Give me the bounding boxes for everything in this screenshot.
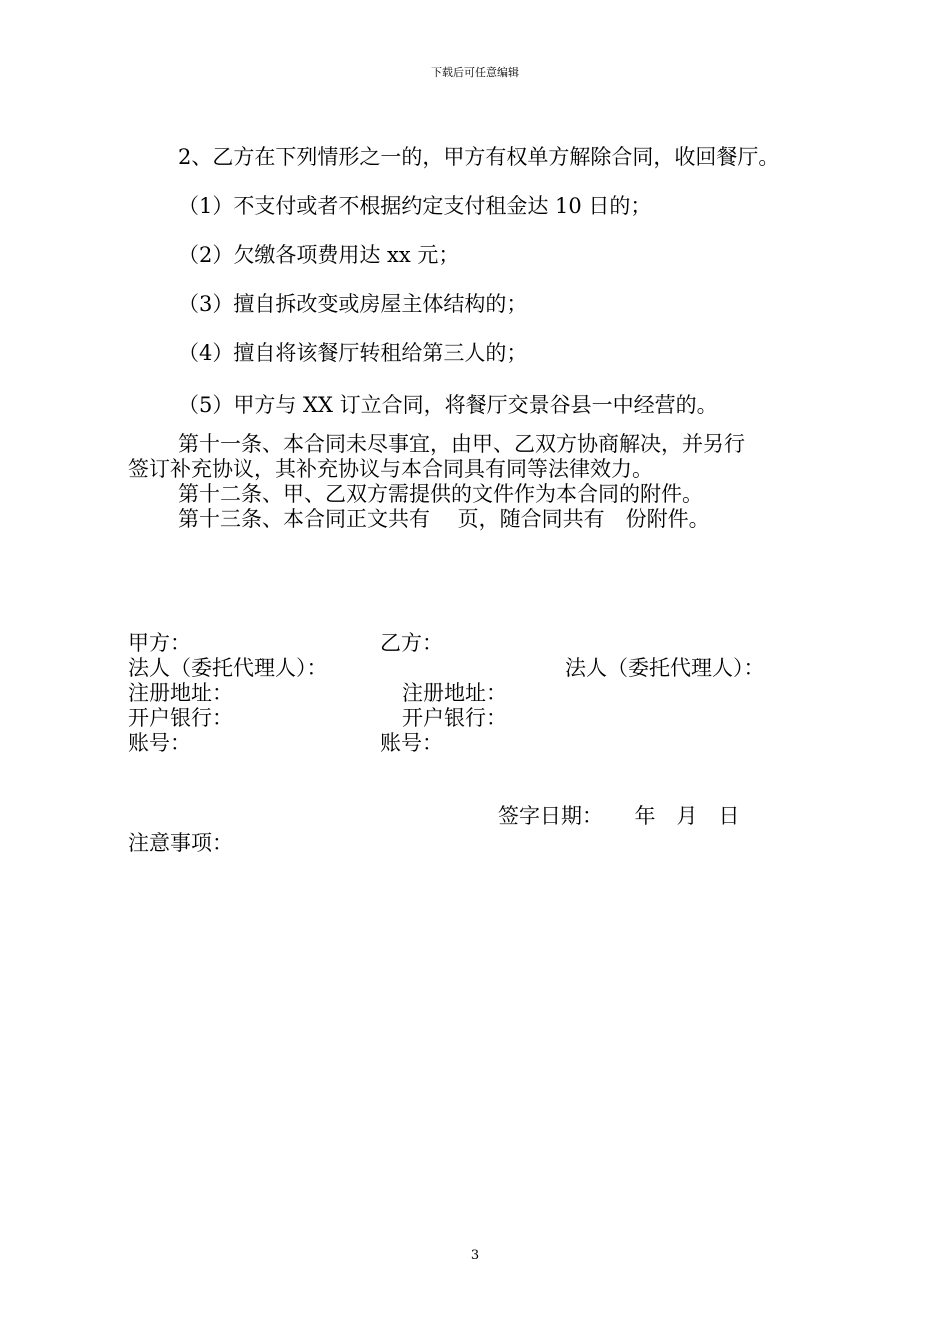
account-b-label: 账号： [380, 731, 443, 755]
legal-rep-b-label: 法人（委托代理人）： [565, 656, 765, 680]
address-a-label: 注册地址： [128, 681, 233, 705]
article-11-line-2: 签订补充协议，其补充协议与本合同具有同等法律效力。 [128, 457, 653, 481]
party-b-label: 乙方： [380, 631, 443, 655]
article-12: 第十二条、甲、乙双方需提供的文件作为本合同的附件。 [178, 482, 703, 506]
sign-date: 签字日期： 年 月 日 [498, 804, 740, 828]
page-header: 下载后可任意编辑 [431, 66, 519, 79]
page-number: 3 [470, 1248, 480, 1263]
account-a-label: 账号： [128, 731, 191, 755]
clause-2-item-5: （5）甲方与 XX 订立合同，将餐厅交景谷县一中经营的。 [178, 393, 718, 417]
legal-rep-a-label: 法人（委托代理人）： [128, 656, 328, 680]
party-a-label: 甲方： [128, 631, 191, 655]
article-11-line-1: 第十一条、本合同未尽事宜，由甲、乙双方协商解决，并另行 [178, 432, 745, 456]
address-b-label: 注册地址： [402, 681, 507, 705]
clause-2-item-4: （4）擅自将该餐厅转租给第三人的； [178, 341, 528, 365]
clause-2: 2、乙方在下列情形之一的，甲方有权单方解除合同，收回餐厅。 [178, 145, 780, 169]
bank-a-label: 开户银行： [128, 706, 233, 730]
clause-2-item-3: （3）擅自拆改变或房屋主体结构的； [178, 292, 528, 316]
clause-2-item-2: （2）欠缴各项费用达 xx 元； [178, 243, 460, 267]
notes-label: 注意事项： [128, 831, 233, 855]
bank-b-label: 开户银行： [402, 706, 507, 730]
clause-2-item-1: （1）不支付或者不根据约定支付租金达 10 日的； [178, 194, 652, 218]
article-13: 第十三条、本合同正文共有 页，随合同共有 份附件。 [178, 507, 710, 531]
